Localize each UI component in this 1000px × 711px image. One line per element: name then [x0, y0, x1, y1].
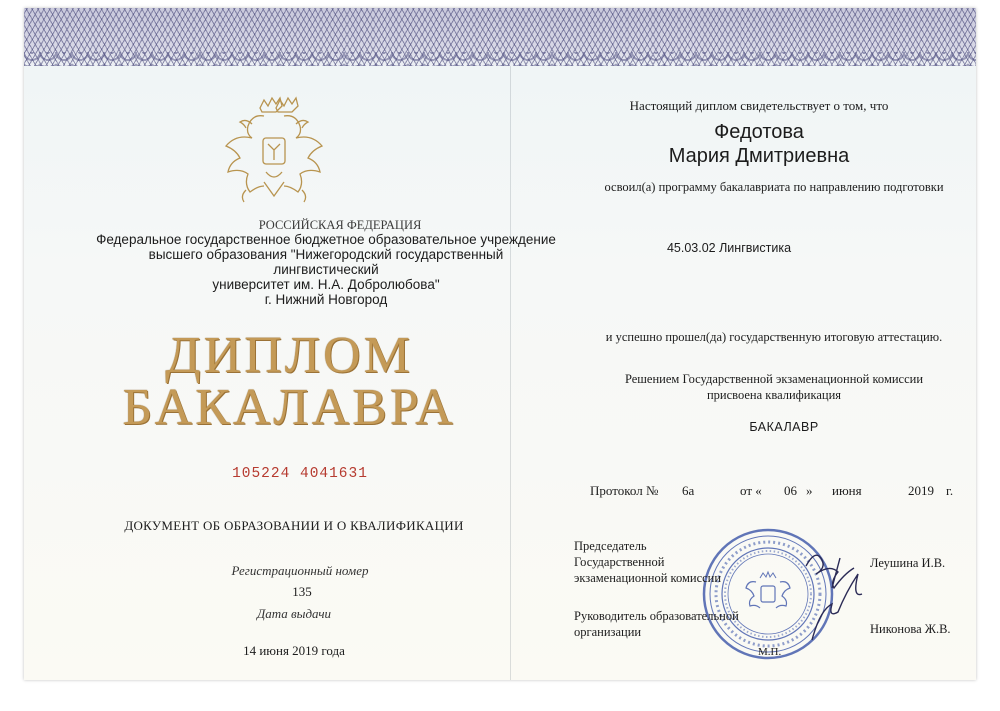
issue-date: 14 июня 2019 года	[243, 643, 345, 658]
diploma-title-line1: ДИПЛОМ	[165, 327, 413, 384]
decision-line: присвоена квалификация	[706, 388, 842, 402]
protocol-day: 06	[784, 483, 797, 498]
country-name: РОССИЙСКАЯ ФЕДЕРАЦИЯ	[258, 218, 422, 232]
qualification: БАКАЛАВР	[749, 420, 819, 434]
head-label	[574, 608, 774, 640]
double-headed-eagle-emblem-icon	[216, 94, 332, 206]
issue-date-label: Дата выдачи	[256, 606, 332, 621]
protocol-from-label: от «	[740, 483, 762, 498]
chair-label-line: Председатель	[574, 539, 647, 553]
head-label-line: Руководитель образовательной	[574, 609, 739, 623]
protocol-label: Протокол №	[590, 483, 659, 498]
chair-label	[574, 538, 774, 586]
document-type: ДОКУМЕНТ ОБ ОБРАЗОВАНИИ И О КВАЛИФИКАЦИИ	[124, 518, 464, 533]
institution-line: Федеральное государственное бюджетное образовательное учреждение	[96, 232, 556, 247]
head-label-line: организации	[574, 625, 642, 639]
graduate-given-names: Мария Дмитриевна	[668, 145, 850, 167]
registration-number: 135	[292, 584, 312, 599]
institution-line: университет им. Н.А. Добролюбова"	[212, 277, 440, 292]
specialty: 45.03.02 Лингвистика	[666, 241, 792, 255]
decision-line: Решением Государственной экзаменационной комиссии	[624, 372, 924, 386]
signature-mark	[802, 536, 872, 646]
registration-label: Регистрационный номер	[231, 563, 369, 578]
institution-block	[96, 232, 556, 307]
diploma-title-line2: БАКАЛАВРА	[122, 379, 456, 436]
diploma-document	[24, 8, 976, 680]
head-name: Никонова Ж.В.	[870, 622, 951, 636]
serial-number: 105224 4041631	[232, 466, 368, 482]
page-fold	[510, 66, 511, 680]
institution-city: г. Нижний Новгород	[264, 292, 388, 307]
chair-label-line: экзаменационной комиссии	[574, 571, 722, 585]
protocol-month: июня	[832, 483, 862, 498]
chair-label-line: Государственной	[574, 555, 665, 569]
institution-line: высшего образования "Нижегородский государственный лингвистический	[148, 247, 504, 277]
attestation-text: и успешно прошел(да) государственную итоговую аттестацию.	[605, 330, 943, 344]
protocol-day-close: »	[806, 483, 813, 498]
chair-name: Леушина И.В.	[870, 556, 946, 570]
certifies-text: Настоящий диплом свидетельствует о том, что	[629, 98, 889, 113]
seal-mark-label: М.П.	[758, 646, 782, 658]
graduate-surname: Федотова	[714, 121, 804, 143]
protocol-number: 6а	[682, 483, 695, 498]
protocol-year-suffix: г.	[946, 483, 954, 498]
protocol-year: 2019	[908, 483, 934, 498]
program-text: освоил(а) программу бакалавриата по направлению подготовки	[604, 180, 944, 194]
guilloche-border	[24, 8, 976, 66]
protocol-row	[590, 483, 970, 503]
